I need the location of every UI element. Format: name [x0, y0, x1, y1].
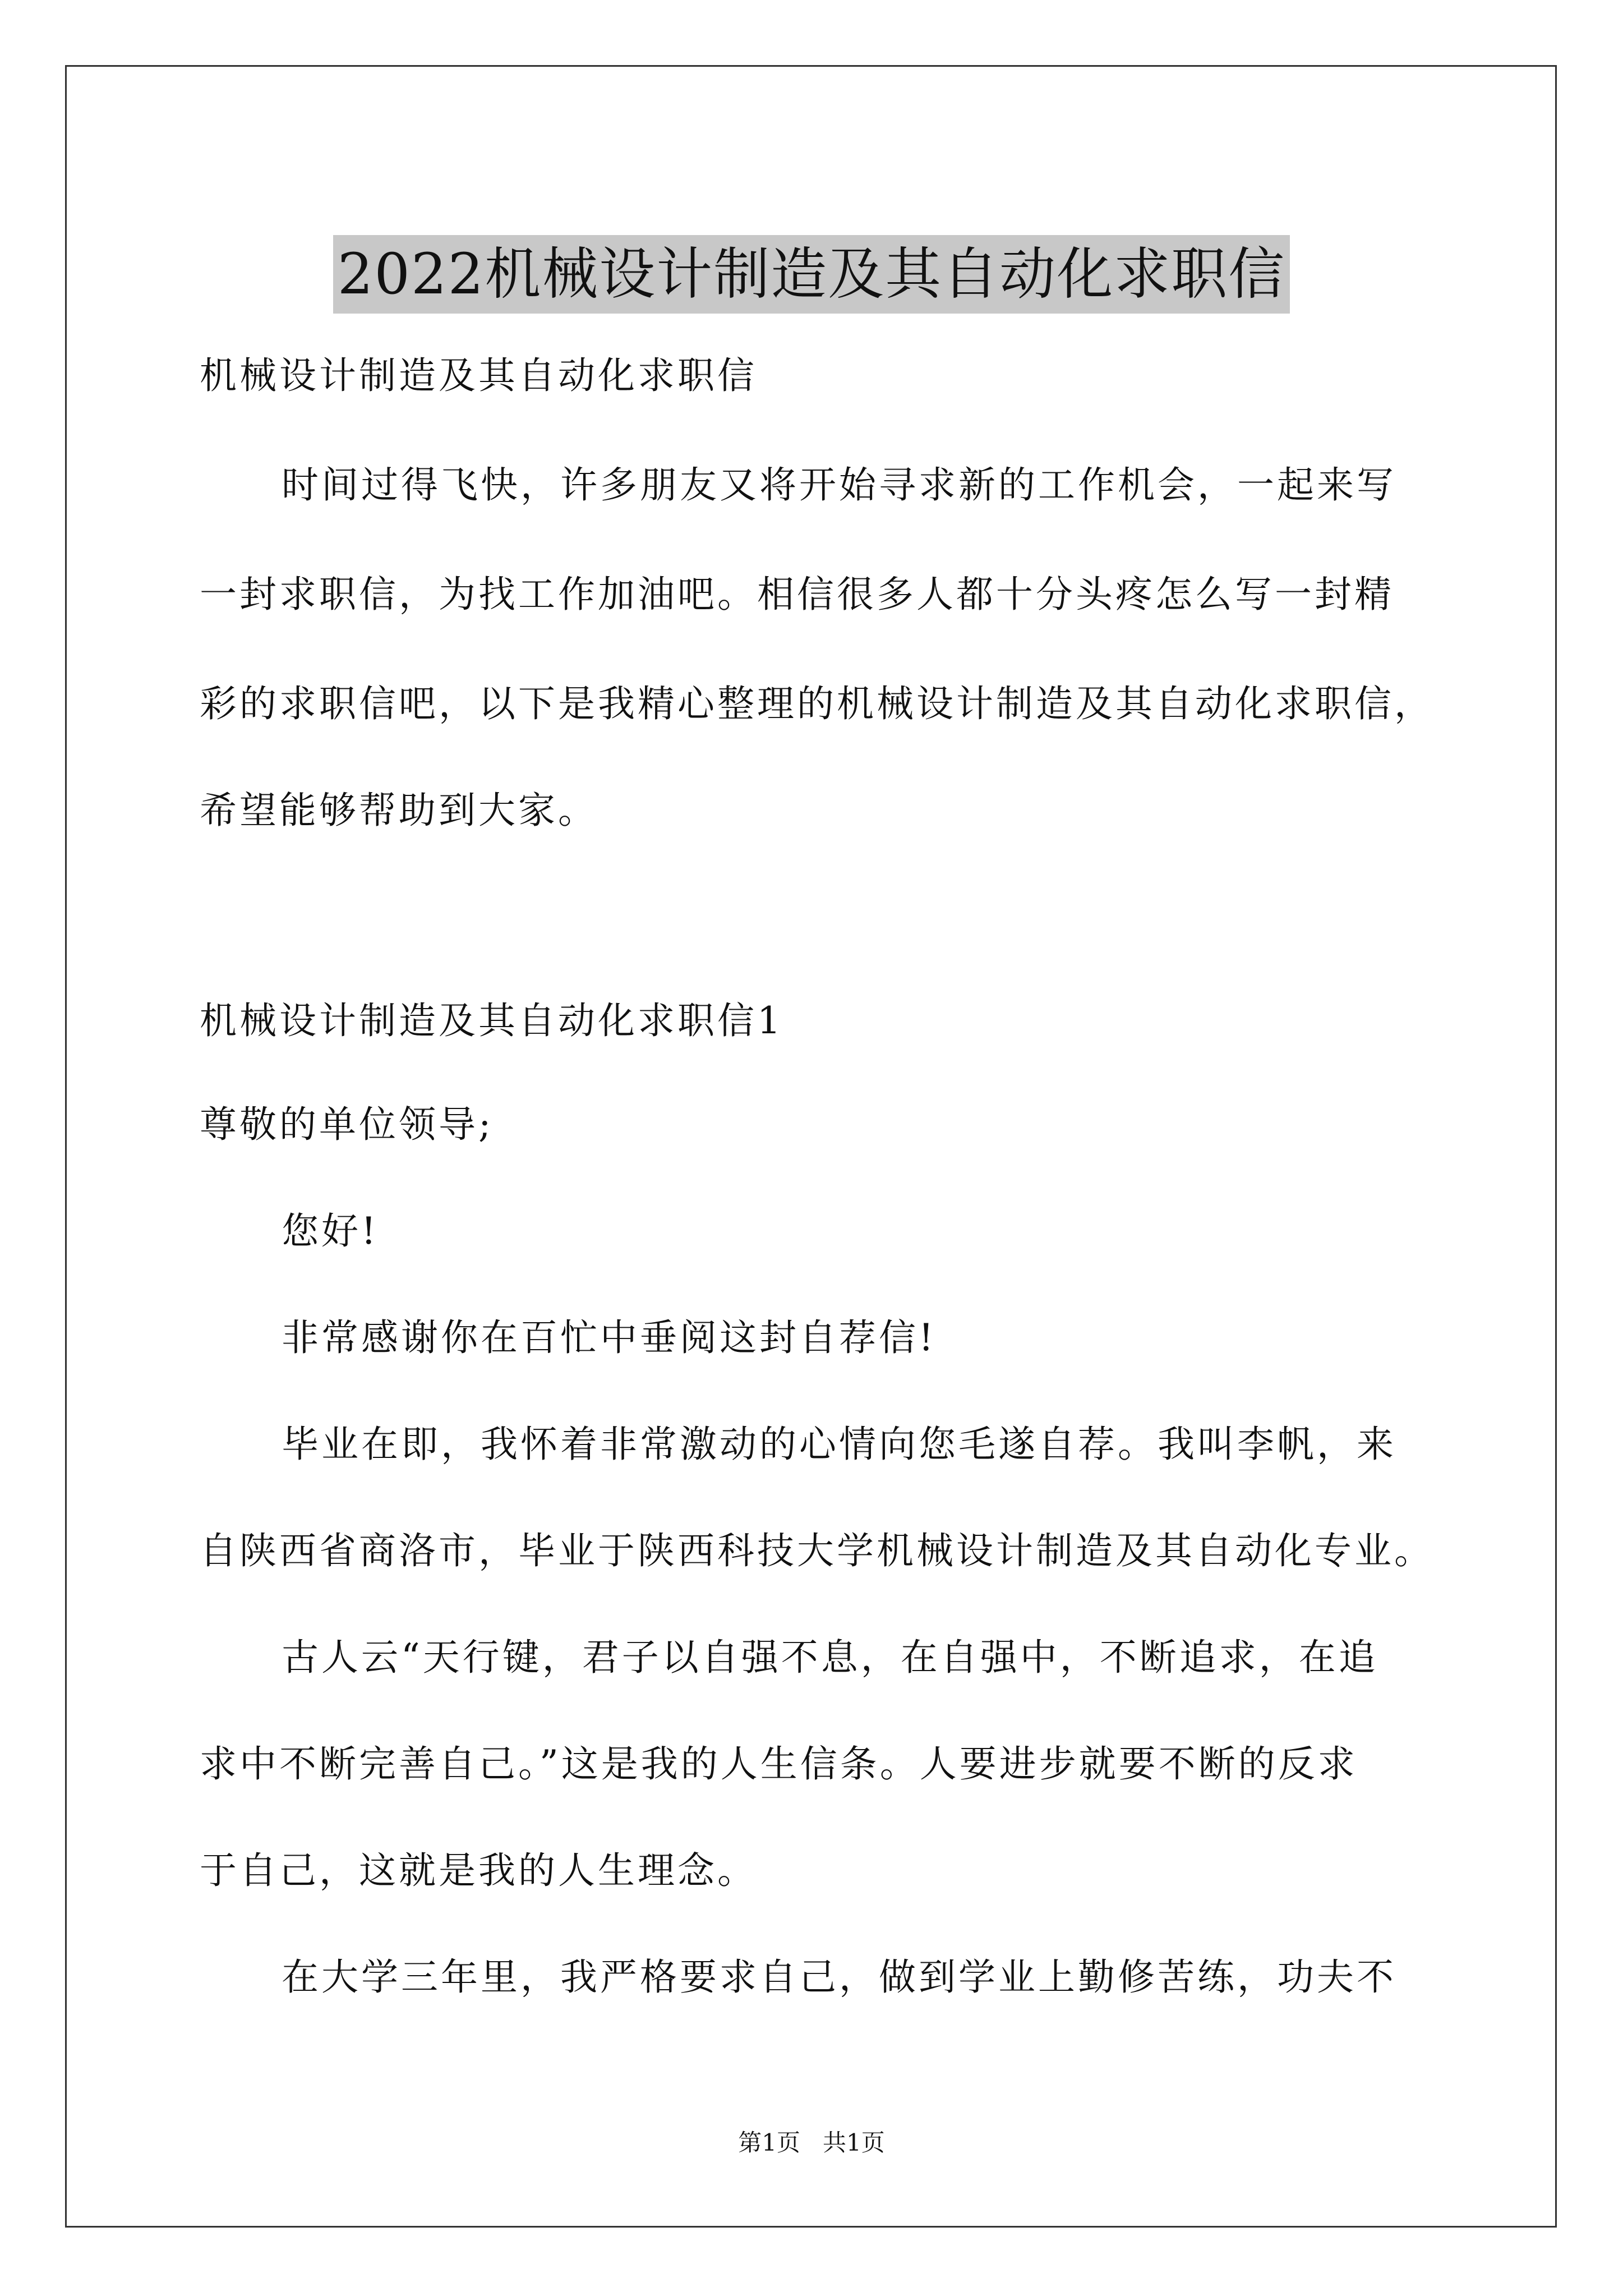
paragraph-line: 彩的求职信吧，以下是我精心整理的机械设计制造及其自动化求职信， — [200, 682, 1434, 725]
greeting: 您好! — [282, 1209, 379, 1253]
paragraph-line: 自陕西省商洛市，毕业于陕西科技大学机械设计制造及其自动化专业。 — [200, 1529, 1434, 1572]
paragraph-line: 于自己，这就是我的人生理念。 — [200, 1849, 757, 1892]
paragraph-line: 非常感谢你在百忙中垂阅这封自荐信! — [282, 1316, 937, 1359]
paragraph-line: 求中不断完善自己。”这是我的人生信条。人要进步就要不断的反求 — [200, 1742, 1358, 1786]
paragraph-line: 古人云“天行键，君子以自强不息，在自强中，不断追求，在追 — [282, 1636, 1378, 1679]
title-container — [0, 197, 1623, 351]
paragraph-line: 在大学三年里，我严格要求自己，做到学业上勤修苦练，功夫不 — [282, 1955, 1396, 1999]
paragraph-line: 时间过得飞快，许多朋友又将开始寻求新的工作机会，一起来写 — [282, 463, 1396, 507]
paragraph-line: 一封求职信，为找工作加油吧。相信很多人都十分头疼怎么写一封精 — [200, 573, 1394, 616]
page-footer: 第1页 共1页 — [738, 2129, 885, 2156]
paragraph-line: 毕业在即，我怀着非常激动的心情向您毛遂自荐。我叫李帆，来 — [282, 1423, 1396, 1466]
section-heading: 机械设计制造及其自动化求职信1 — [200, 999, 783, 1042]
paragraph-line: 希望能够帮助到大家。 — [200, 789, 598, 832]
subtitle-line: 机械设计制造及其自动化求职信 — [200, 354, 757, 397]
document-title: 2022机械设计制造及其自动化求职信 — [333, 235, 1290, 314]
salutation: 尊敬的单位领导; — [200, 1103, 494, 1146]
